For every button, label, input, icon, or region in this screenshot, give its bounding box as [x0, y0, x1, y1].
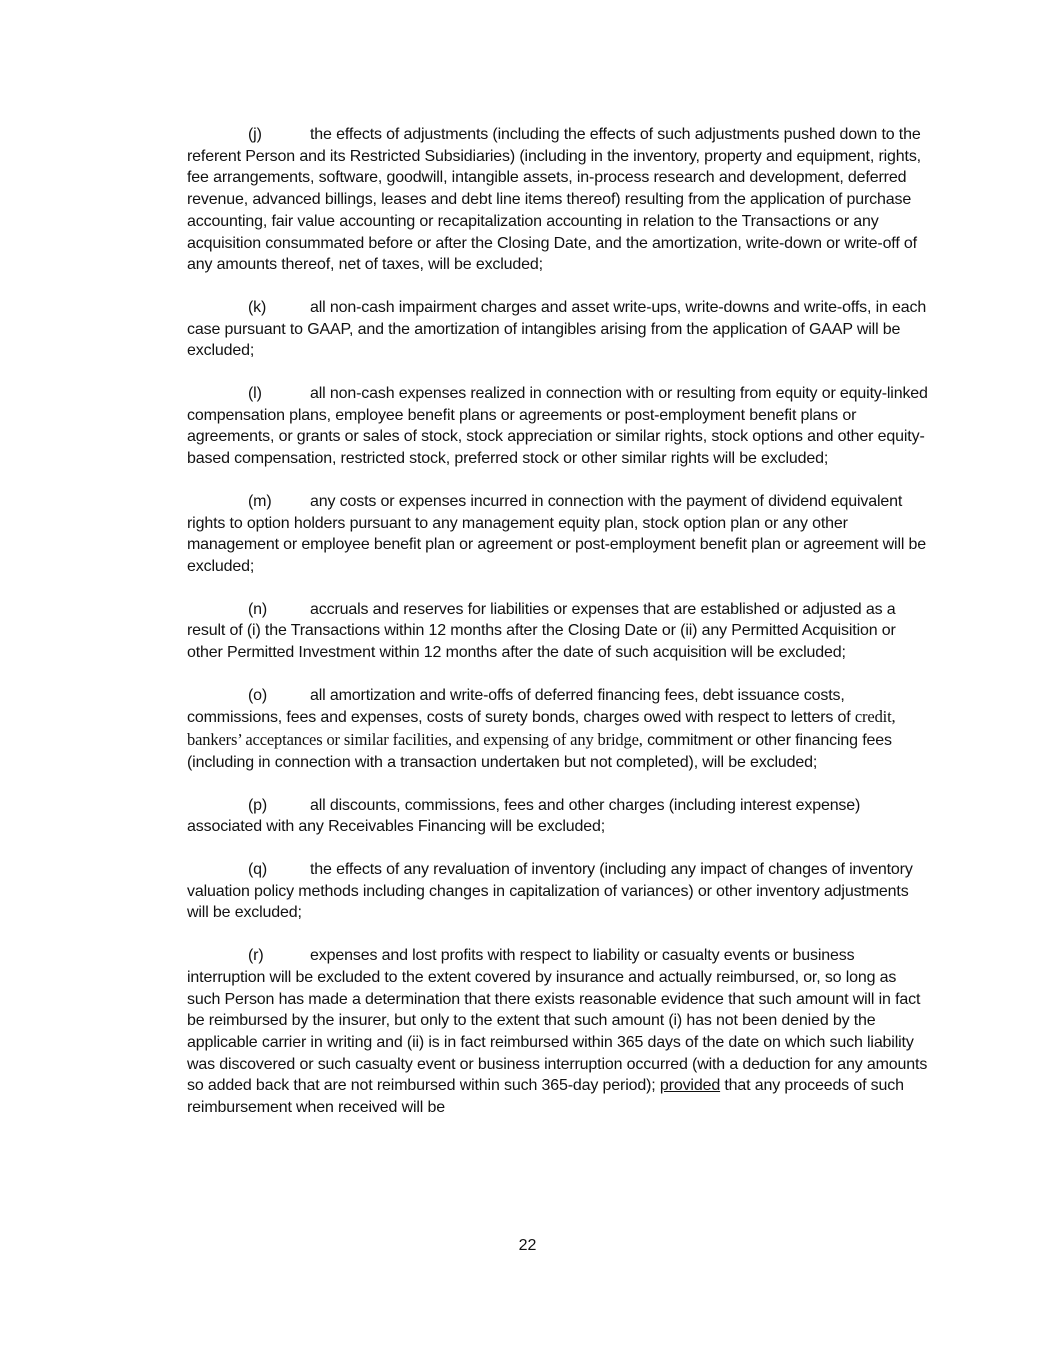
paragraph-text: commitment or other financing fees (including in connection with a transaction undertaken but not completed), will be excluded;	[187, 732, 892, 771]
paragraph-label: (p)	[248, 796, 268, 814]
provided-underlined: provided	[659, 1077, 721, 1095]
paragraph-text: the effects of adjustments (including the effects of such adjustments pushed down to the referent Person and its Restricted Subsidiaries) (including in the inventory, property and equipment, rights, fee arrangements, software, goodwill, intangible assets, in-process research and development, deferred revenue, advanced billings, leases and debt line items thereof) resulting from the application of purchase accounting, fair value accounting or recapitalization accounting in relation to the Transactions or any acquisition consummated before or after the Closing Date, and the amortization, write-down or write-off of any amounts thereof, net of taxes, will be excluded;	[187, 126, 921, 274]
paragraph-text: all discounts, commissions, fees and other charges (including interest expense) associated with any Receivables Financing will be excluded;	[187, 796, 861, 836]
paragraph-label: (n)	[248, 600, 268, 618]
paragraph-text: any costs or expenses incurred in connection with the payment of dividend equivalent rights to option holders pursuant to any management equity plan, stock option plan or any other management or employee benefit plan or agreement or post-employment benefit plan or agreement will be excluded;	[187, 492, 927, 575]
paragraph-label: (r)	[248, 947, 264, 965]
page-number: 22	[518, 1237, 537, 1254]
paragraph-label: (o)	[248, 686, 268, 704]
document-body	[187, 124, 932, 1140]
paragraph-k	[187, 297, 932, 362]
paragraph-label: (j)	[248, 126, 262, 143]
paragraph-text: all non-cash expenses realized in connection with or resulting from equity or equity-linked compensation plans, employee benefit plans or agreements or post-employment benefit plans or agreements, or grants or sales of stock, stock appreciation or similar rights, stock options and other equity-based compensation, restricted stock, preferred stock or other similar rights will be excluded;	[187, 385, 928, 468]
paragraph-p	[187, 795, 932, 838]
paragraph-label: (m)	[248, 492, 272, 510]
paragraph-m	[187, 491, 932, 578]
paragraph-text: all non-cash impairment charges and asset write-ups, write-downs and write-offs, in each case pursuant to GAAP, and the amortization of intangibles arising from the application of GAAP will be excluded;	[187, 298, 927, 360]
paragraph-text: all amortization and write-offs of deferred financing fees, debt issuance costs, commissions, fees and expenses, costs of surety bonds, charges owed with respect to letters of	[187, 686, 851, 727]
paragraph-o	[187, 685, 932, 774]
paragraph-text: the effects of any revaluation of inventory (including any impact of changes of inventory valuation policy methods including changes in capitalization of variances) or other inventory adjustments will be excluded;	[187, 860, 913, 922]
paragraph-j	[187, 124, 932, 276]
paragraph-q	[187, 859, 932, 924]
paragraph-text-serif: credit, bankers’ acceptances or similar facilities, and expensing of any bridge,	[187, 707, 896, 750]
paragraph-label: (q)	[248, 860, 268, 878]
paragraph-text: that any proceeds of such reimbursement when received will be	[187, 1077, 904, 1117]
paragraph-text: accruals and reserves for liabilities or expenses that are established or adjusted as a result of (i) the Transactions within 12 months after the Closing Date or (ii) any Permitted Acquisition or other Permitted Investment within 12 months after the date of such acquisition will be excluded;	[187, 600, 896, 662]
paragraph-text: expenses and lost profits with respect to liability or casualty events or business interruption will be excluded to the extent covered by insurance and actually reimbursed, or, so long as such Person has made a determination that there exists reasonable evidence that such amount will in fact be reimbursed by the insurer, but only to the extent that such amount (i) has not been denied by the applicable carrier in writing and (ii) is in fact reimbursed within 365 days of the date on which such liability was discovered or such casualty event or business interruption occurred (with a deduction for any amounts so added back that are not reimbursed within such 365-day period);	[187, 947, 928, 1095]
paragraph-label: (k)	[248, 298, 267, 316]
paragraph-label: (l)	[248, 385, 262, 403]
paragraph-r	[187, 945, 932, 1119]
paragraph-l	[187, 383, 932, 470]
paragraph-n	[187, 599, 932, 664]
